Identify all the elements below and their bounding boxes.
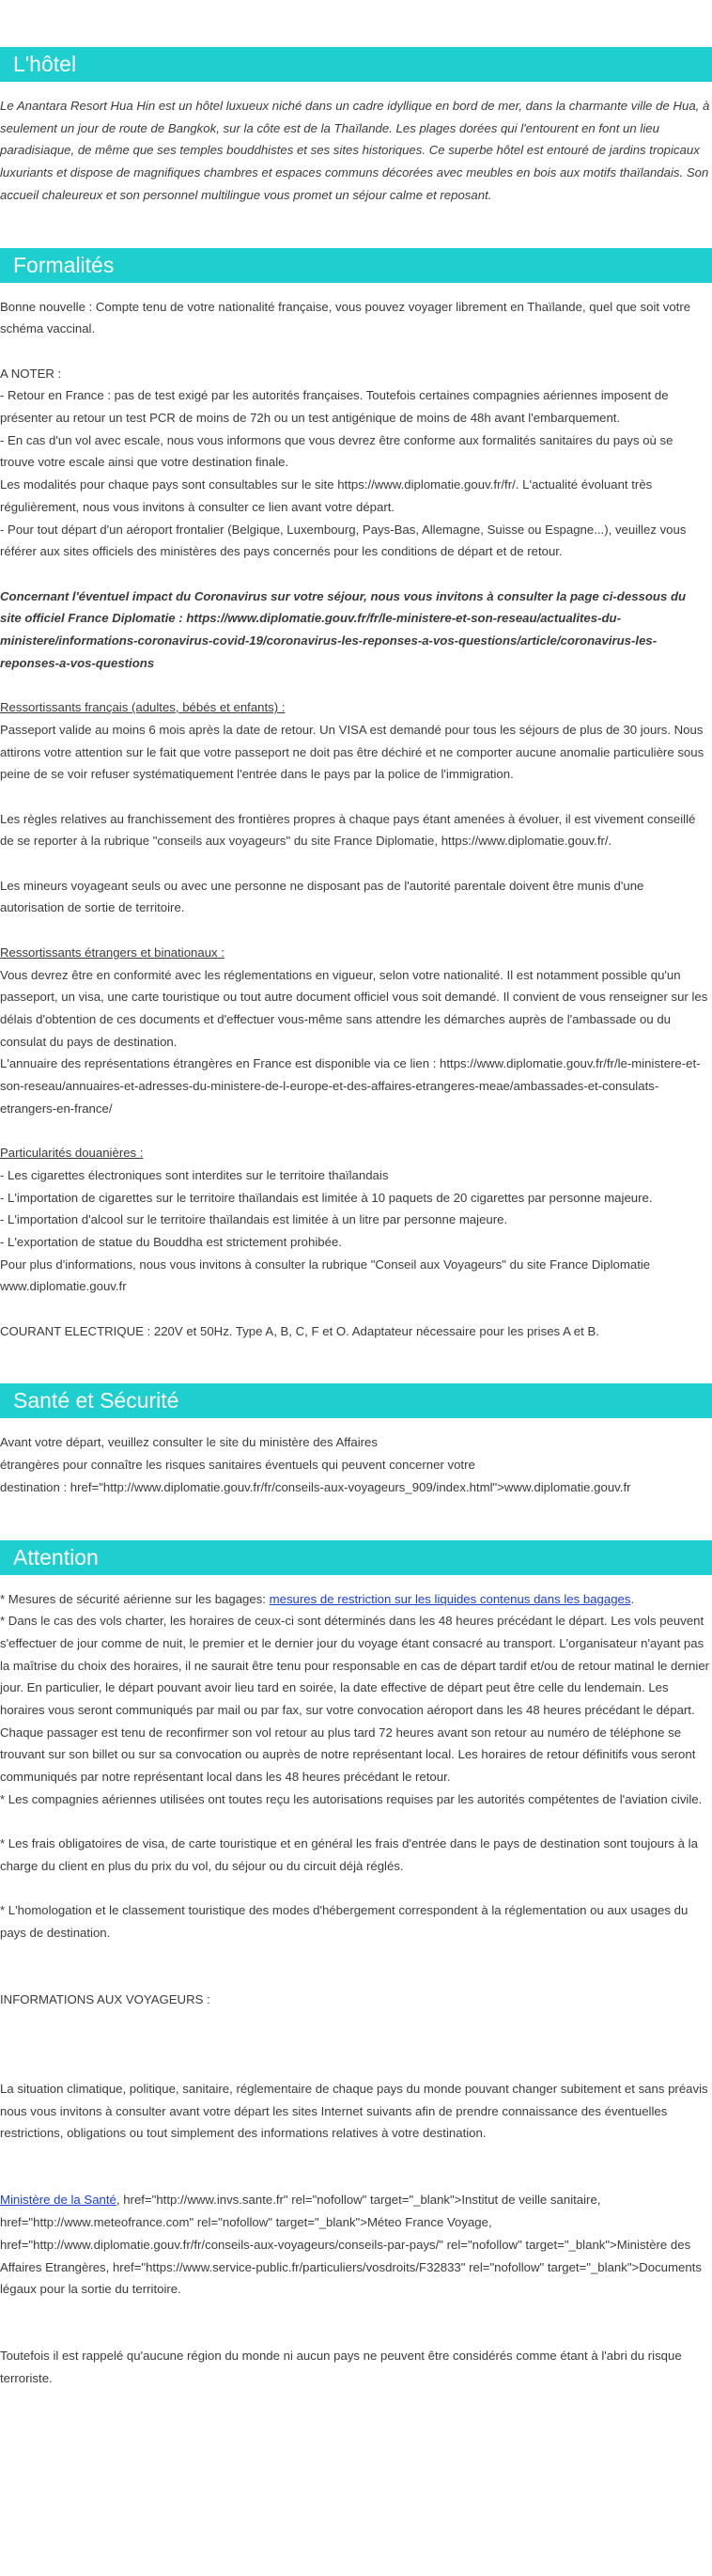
baggage-security-prefix: * Mesures de sécurité aérienne sur les bagages: (0, 1591, 270, 1606)
minors-text: Les mineurs voyageant seuls ou avec une personne ne disposant pas de l'autorité parentale doivent être munis d'une autorisation de sortie de territoire. (0, 878, 644, 915)
situation-line: nous vous invitons à consulter avant votre départ les sites Internet suivants afin de prendre connaissance des éventuelles restrictions, obligations ou tout simplement des informations relatives à votre destination. (0, 2103, 668, 2141)
airlines-text: * Les compagnies aériennes utilisées ont toutes reçu les autorisations requises par les autorités compétentes de l'aviation civile. (0, 1791, 703, 1806)
customs-heading: Particularités douanières : (0, 1146, 144, 1161)
attention-heading: Attention (0, 1540, 712, 1575)
customs-line: - L'importation de cigarettes sur le territoire thaïlandais est limitée à 10 paquets de 20 cigarettes par personne majeure. (0, 1190, 653, 1205)
traveler-info-heading: INFORMATIONS AUX VOYAGEURS : (0, 1992, 210, 2007)
sante-section (0, 1383, 712, 1498)
customs-line: - L'importation d'alcool sur le territoire thaïlandais est limitée à un litre par personne majeure. (0, 1212, 508, 1227)
ministere-sante-link[interactable]: Ministère de la Santé (0, 2193, 116, 2208)
mandatory-fees-text: * Les frais obligatoires de visa, de carte touristique et en général les frais d'entrée dans le pays de destination sont toujours à la charge du client en plus du prix du vol, du séjour ou du circuit déjà réglés. (0, 1836, 698, 1873)
sante-heading: Santé et Sécurité (0, 1383, 712, 1418)
baggage-security-text (0, 1588, 712, 1611)
foreign-nationals-heading: Ressortissants étrangers et binationaux : (0, 945, 224, 960)
hotel-description: Le Anantara Resort Hua Hin est un hôtel luxueux niché dans un cadre idyllique en bord de mer, dans la charmante ville de Hua, à seulement un jour de route de Bangkok, sur la côte est de la Thaïlande. Les plages dorées qui l'entourent en font un lieu paradisiaque, de même que ses temples bouddhistes et ses sites historiques. Ce superbe hôtel est entouré de jardins tropicaux luxuriants et dispose de magnifiques chambres et espaces communs décorées avec meubles en bois aux motifs thaïlandais. Son accueil chaleureux et son personnel multilingue vous promet un séjour calme et reposant. (0, 99, 710, 202)
customs-line: - Les cigarettes électroniques sont interdites sur le territoire thaïlandais (0, 1167, 389, 1182)
sante-line: destination : href="http://www.diplomatie.gouv.fr/fr/conseils-aux-voyageurs_909/index.html">www.diplomatie.gouv.fr (0, 1479, 631, 1494)
baggage-security-suffix: . (630, 1591, 635, 1606)
customs-line: Pour plus d'informations, nous vous invitons à consulter la rubrique "Conseil aux Voyageurs" du site France Diplomatie www.diplomatie.gouv.fr (0, 1257, 651, 1294)
sante-line: Avant votre départ, veuillez consulter le site du ministère des Affaires (0, 1435, 378, 1450)
fr-nationals-text: Passeport valide au moins 6 mois après la date de retour. Un VISA est demandé pour tous les séjours de plus de 30 jours. Nous attirons votre attention sur le fait que votre passeport ne doit pas être déchiré et ne comporter aucune anomalie particulière sous peine de se voir refuser systématiquement l'entrée dans le pays par la police de l'immigration. (0, 722, 704, 782)
note-line: - Retour en France : pas de test exigé par les autorités françaises. Toutefois certaines compagnies aériennes imposent de présenter au retour un test PCR de moins de 72h ou un test antigénique de moins de 48h avant l'embarquement. (0, 388, 669, 426)
a-noter-label: A NOTER : (0, 366, 62, 381)
useful-sites-rest: , href="http://www.invs.sante.fr" rel="nofollow" target="_blank">Institut de veille sanitaire, href="http://www.meteofrance.com" rel="nofollow" target="_blank">Méteo France Voyage, href="http://www.diplomatie.gouv.fr/fr/conseils-aux-voyageurs/conseils-par-pays/" rel="nofollow" target="_blank">Ministère des Affaires Etrangères, href="https://www.service-public.fr/particuliers/vosdroits/F32833" rel="nofollow" target="_blank">Documents légaux pour la sortie du territoire. (0, 2193, 702, 2297)
hotel-section (0, 47, 712, 207)
useful-sites-text (0, 2189, 712, 2301)
formalites-heading: Formalités (0, 248, 712, 283)
note-line: - Pour tout départ d'un aéroport frontalier (Belgique, Luxembourg, Pays-Bas, Allemagne, Suisse ou Espagne...), veuillez vous référer aux sites officiels des ministères des pays concernés pour les conditions de départ et de retour. (0, 522, 687, 559)
fr-nationals-heading: Ressortissants français (adultes, bébés et enfants) : (0, 700, 286, 715)
terrorism-risk-text: Toutefois il est rappelé qu'aucune région du monde ni aucun pays ne peuvent être considérés comme étant à l'abri du risque terroriste. (0, 2349, 682, 2385)
charter-flights-text: * Dans le cas des vols charter, les horaires de ceux-ci sont déterminés dans les 48 heures précédant le départ. Les vols peuvent s'effectuer de jour comme de nuit, le premier et le dernier jour du voyage étant consacré au transport. L'organisateur n'ayant pas la maîtrise du choix des horaires, il ne saurait être tenu pour responsable en cas de départ tardif et/ou de retour matinal le dernier jour. En particulier, le départ pouvant avoir lieu tard en soirée, la date effective de départ peut être celle du lendemain. Les horaires vous seront communiqués par mail ou par fax, sur votre convocation aéroport dans les 48 heures précédant le départ. Chaque passager est tenu de reconfirmer son vol retour au plus tard 72 heures avant son retour au numéro de téléphone se trouvant sur son billet ou sur sa convocation ou auprès de notre représentant local. Les horaires de retour définitifs vous seront communiqués par notre représentant local dans les 48 heures précédant le retour. (0, 1614, 710, 1785)
situation-line: La situation climatique, politique, sanitaire, réglementaire de chaque pays du monde pouvant changer subitement et sans préavis (0, 2081, 708, 2096)
border-rules-text: Les règles relatives au franchissement des frontières propres à chaque pays étant amenées à évoluer, il est vivement conseillé de se reporter à la rubrique "conseils aux voyageurs" du site France Diplomatie, https://www.diplomatie.gouv.fr/. (0, 811, 696, 849)
note-line: Les modalités pour chaque pays sont consultables sur le site https://www.diplomatie.gouv.fr/fr/. L'actualité évoluant très régulièrement, nous vous invitons à consulter ce lien avant votre départ. (0, 477, 653, 514)
homologation-text: * L'homologation et le classement touristique des modes d'hébergement correspondent à la réglementation ou aux usages du pays de destination. (0, 1903, 689, 1941)
customs-line: - L'exportation de statue du Bouddha est strictement prohibée. (0, 1234, 342, 1249)
formalites-intro: Bonne nouvelle : Compte tenu de votre nationalité française, vous pouvez voyager librement en Thaïlande, quel que soit votre schéma vaccinal. (0, 299, 691, 336)
foreign-nationals-text: Vous devrez être en conformité avec les réglementations en vigueur, selon votre nationalité. Il est notamment possible qu'un passeport, un visa, une carte touristique ou tout autre document officiel vous soit demandé. Il convient de vous renseigner sur les délais d'obtention de ces documents et d'effectuer vous-même sans attendre les démarches auprès de l'ambassade ou du consulat du pays de destination. (0, 967, 708, 1049)
liquids-restriction-link[interactable]: mesures de restriction sur les liquides contenus dans les bagages (269, 1591, 631, 1606)
hotel-heading: L'hôtel (0, 47, 712, 82)
electric-current-text: COURANT ELECTRIQUE : 220V et 50Hz. Type A, B, C, F et O. Adaptateur nécessaire pour les prises A et B. (0, 1323, 599, 1338)
sante-line: étrangères pour connaître les risques sanitaires éventuels qui peuvent concerner votre (0, 1458, 475, 1473)
embassy-directory-text: L'annuaire des représentations étrangères en France est disponible via ce lien : https://www.diplomatie.gouv.fr/fr/le-ministere-et-son-reseau/annuaires-et-adresses-du-ministere-de-l-europe-et-des-affaires-etrangeres-meae/ambassades-et-consulats-etrangers-en-france/ (0, 1056, 701, 1116)
note-line: - En cas d'un vol avec escale, nous vous informons que vous devrez être conforme aux formalités sanitaires du pays où se trouve votre escale ainsi que votre destination finale. (0, 432, 673, 470)
covid-notice: Concernant l'éventuel impact du Coronavirus sur votre séjour, nous vous invitons à consulter la page ci-dessous du site officiel France Diplomatie : https://www.diplomatie.gouv.fr/fr/le-ministere-et-son-reseau/actualites-du-ministere/informations-coronavirus-covid-19/coronavirus-les-reponses-a-vos-questions/article/coronavirus-les-reponses-a-vos-questions (0, 588, 687, 670)
attention-section (0, 1540, 712, 2390)
formalites-section (0, 248, 712, 1343)
